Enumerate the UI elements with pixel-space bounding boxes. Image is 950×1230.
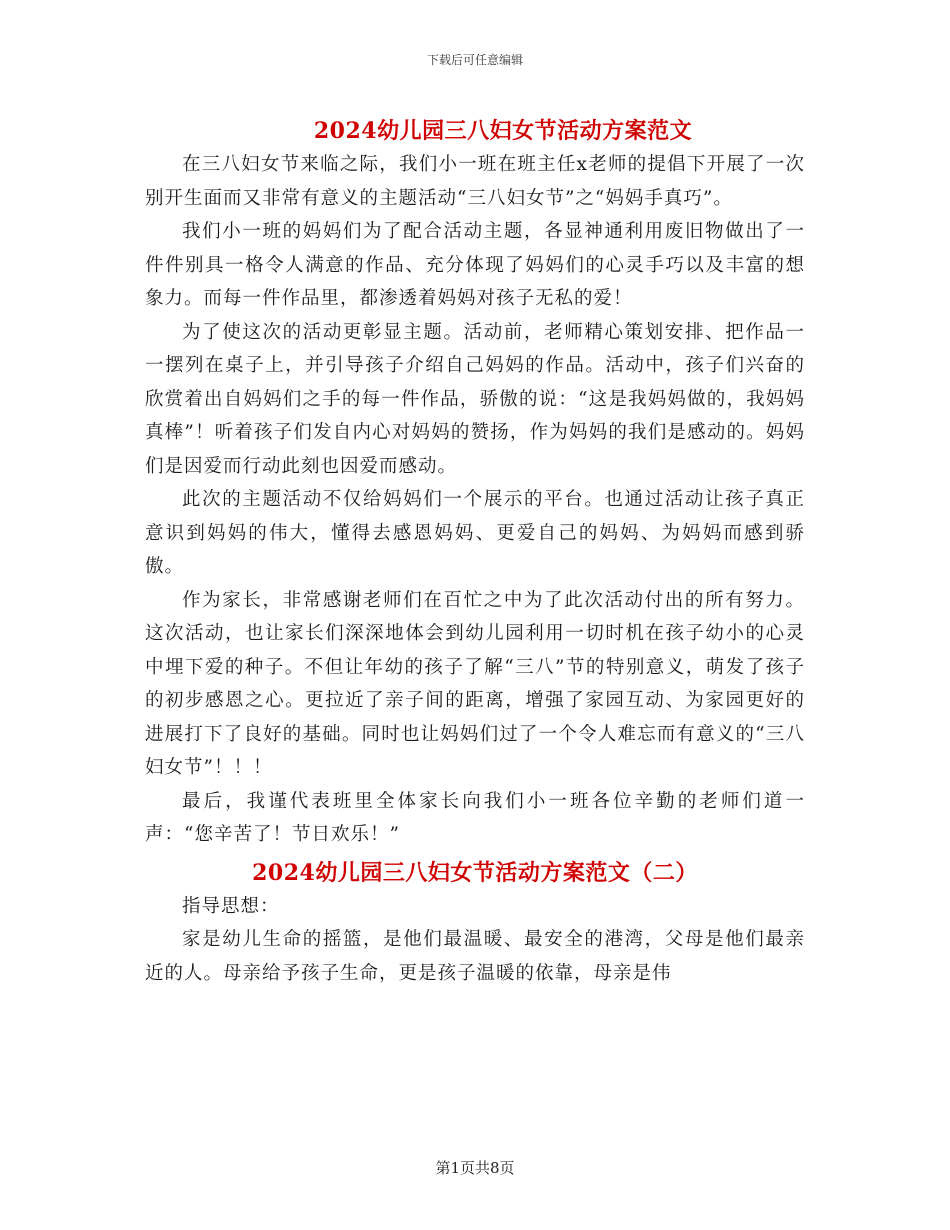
article-paragraph: 作为家长，非常感谢老师们在百忙之中为了此次活动付出的所有努力。这次活动，也让家长们深深地体会到幼儿园利用一切时机在孩子幼小的心灵中埋下爱的种子。不但让年幼的孩子了解“三八”节的特别意义，萌发了孩子的初步感恩之心。更拉近了亲子间的距离，增强了家园互动、为家园更好的进展打下了良好的基础。同时也让妈妈们过了一个令人难忘而有意义的“三八妇女节”！！！: [145, 589, 805, 778]
article-title-second: 2024幼儿园三八妇女节活动方案范文（二）: [252, 859, 698, 886]
document-body: [145, 114, 805, 990]
article-paragraph: 家是幼儿生命的摇篮，是他们最温暖、最安全的港湾，父母是他们最亲近的人。母亲给予孩子生命，更是孩子温暖的依靠，母亲是伟: [145, 929, 805, 984]
article-paragraph: 此次的主题活动不仅给妈妈们一个展示的平台。也通过活动让孩子真正意识到妈妈的伟大，懂得去感恩妈妈、更爱自己的妈妈、为妈妈而感到骄傲。: [145, 489, 805, 577]
article-paragraph: 为了使这次的活动更彰显主题。活动前，老师精心策划安排、把作品一一摆列在桌子上，并引导孩子介绍自己妈妈的作品。活动中，孩子们兴奋的欣赏着出自妈妈们之手的每一件作品，骄傲的说：“这是我妈妈做的，我妈妈真棒”！听着孩子们发自内心对妈妈的赞扬，作为妈妈的我们是感动的。妈妈们是因爱而行动此刻也因爱而感动。: [145, 321, 805, 477]
article-paragraph: 我们小一班的妈妈们为了配合活动主题，各显神通利用废旧物做出了一件件别具一格令人满意的作品、充分体现了妈妈们的心灵手巧以及丰富的想象力。而每一件作品里，都渗透着妈妈对孩子无私的爱！: [145, 221, 805, 309]
article-title: 2024幼儿园三八妇女节活动方案范文: [313, 118, 693, 144]
article-paragraph: 在三八妇女节来临之际，我们小一班在班主任x老师的提倡下开展了一次别开生面而又非常有意义的主题活动“三八妇女节”之“妈妈手真巧”。: [145, 154, 805, 209]
page-header-note: 下载后可任意编辑: [426, 53, 523, 67]
section-heading: 指导思想：: [182, 895, 280, 917]
article-paragraph: 最后，我谨代表班里全体家长向我们小一班各位辛勤的老师们道一声：“您辛苦了！节日欢乐！”: [145, 790, 805, 845]
page-number: 第1页共8页: [435, 1159, 515, 1177]
